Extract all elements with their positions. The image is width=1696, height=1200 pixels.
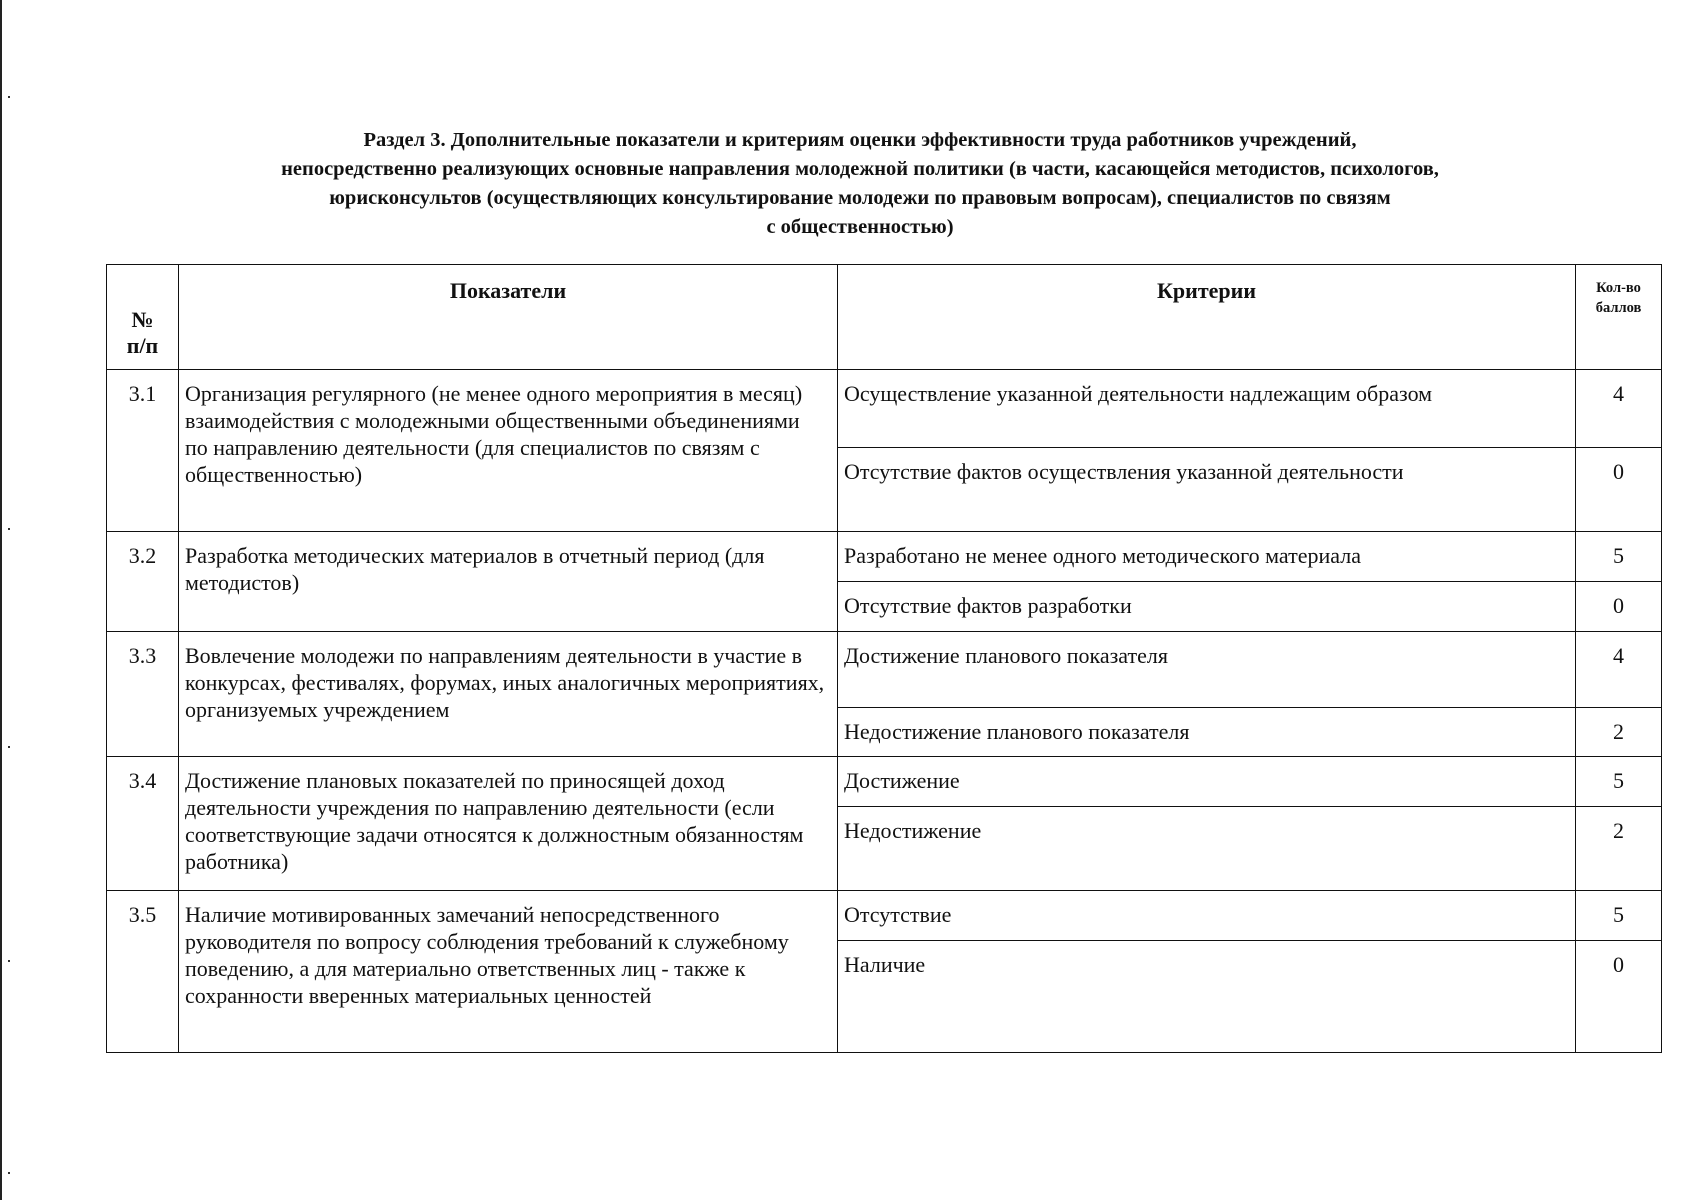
- section-title-line: Раздел 3. Дополнительные показатели и критериям оценки эффективности труда работников учреждений,: [363, 129, 1357, 151]
- table-row: [107, 370, 1662, 448]
- points-cell: 0: [1576, 941, 1662, 1053]
- section-title-line: непосредственно реализующих основные направления молодежной политики (в части, касающейся методистов, психологов,: [281, 158, 1439, 180]
- header-points-line: Кол-во: [1596, 280, 1641, 296]
- criterion-cell: Отсутствие фактов разработки: [838, 582, 1576, 632]
- section-title-line: с общественностью): [766, 216, 954, 238]
- row-number: 3.4: [107, 757, 179, 891]
- scan-left-edge: [0, 0, 2, 1200]
- table-row: [107, 891, 1662, 941]
- header-points-line: баллов: [1595, 300, 1642, 316]
- criterion-cell: Достижение планового показателя: [838, 632, 1576, 708]
- scan-mark: [8, 96, 10, 98]
- criterion-cell: Разработано не менее одного методического материала: [838, 532, 1576, 582]
- scan-mark: [8, 960, 10, 962]
- section-title: [150, 126, 1570, 242]
- indicator-cell: Достижение плановых показателей по приносящей доход деятельности учреждения по направлению деятельности (если соответствующие задачи относятся к должностным обязанностям работника): [179, 757, 838, 891]
- points-cell: 2: [1576, 708, 1662, 757]
- criteria-table: [106, 264, 1662, 1053]
- header-number: [107, 265, 179, 370]
- row-number: 3.1: [107, 370, 179, 532]
- points-cell: 4: [1576, 370, 1662, 448]
- indicator-cell: Организация регулярного (не менее одного мероприятия в месяц) взаимодействия с молодежными общественными объединениями по направлению деятельности (для специалистов по связям с общественностью): [179, 370, 838, 532]
- table-row: [107, 532, 1662, 582]
- table-row: [107, 757, 1662, 807]
- criterion-cell: Наличие: [838, 941, 1576, 1053]
- points-cell: 2: [1576, 807, 1662, 891]
- criterion-cell: Недостижение планового показателя: [838, 708, 1576, 757]
- points-cell: 0: [1576, 582, 1662, 632]
- header-row: [107, 265, 1662, 370]
- criterion-cell: Достижение: [838, 757, 1576, 807]
- points-cell: 5: [1576, 532, 1662, 582]
- criterion-cell: Недостижение: [838, 807, 1576, 891]
- points-cell: 5: [1576, 757, 1662, 807]
- points-cell: 0: [1576, 448, 1662, 532]
- criterion-cell: Отсутствие фактов осуществления указанной деятельности: [838, 448, 1576, 532]
- header-points: [1576, 265, 1662, 370]
- points-cell: 4: [1576, 632, 1662, 708]
- scan-mark: [8, 746, 10, 748]
- header-number-symbol: №: [131, 307, 154, 332]
- section-title-line: юрисконсультов (осуществляющих консультирование молодежи по правовым вопросам), специалистов по связям: [329, 187, 1391, 209]
- scan-mark: [8, 1172, 10, 1174]
- criterion-cell: Осуществление указанной деятельности надлежащим образом: [838, 370, 1576, 448]
- row-number: 3.3: [107, 632, 179, 757]
- row-number: 3.5: [107, 891, 179, 1053]
- scan-mark: [8, 528, 10, 530]
- header-criteria: Критерии: [838, 265, 1576, 370]
- header-indicators: Показатели: [179, 265, 838, 370]
- points-cell: 5: [1576, 891, 1662, 941]
- criterion-cell: Отсутствие: [838, 891, 1576, 941]
- indicator-cell: Разработка методических материалов в отчетный период (для методистов): [179, 532, 838, 632]
- indicator-cell: Наличие мотивированных замечаний непосредственного руководителя по вопросу соблюдения требований к служебному поведению, а для материально ответственных лиц - также к сохранности вверенных материальных ценностей: [179, 891, 838, 1053]
- row-number: 3.2: [107, 532, 179, 632]
- table-row: [107, 632, 1662, 708]
- header-number-abbr: п/п: [126, 333, 159, 358]
- indicator-cell: Вовлечение молодежи по направлениям деятельности в участие в конкурсах, фестивалях, форумах, иных аналогичных мероприятиях, организуемых учреждением: [179, 632, 838, 757]
